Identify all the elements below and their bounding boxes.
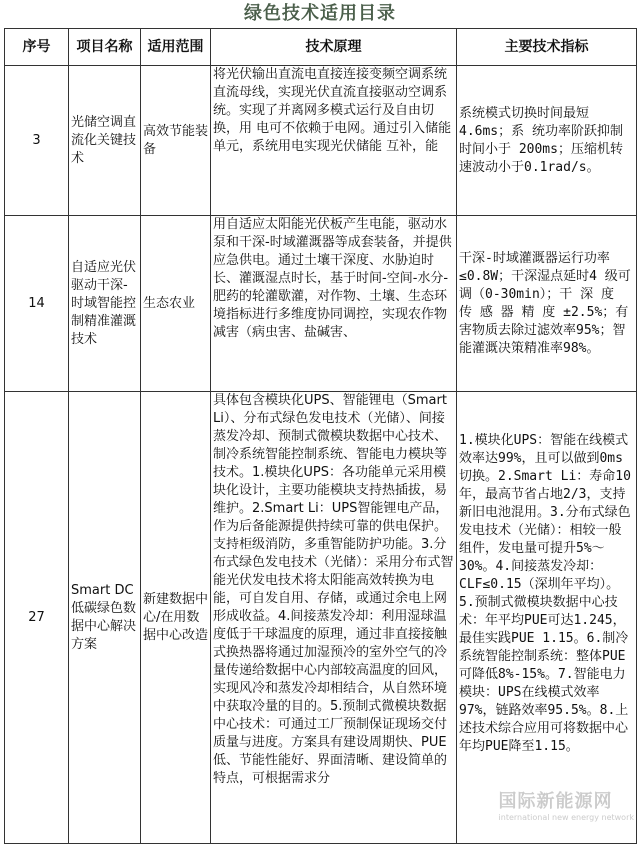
row-scope: 高效节能装备 <box>141 66 211 216</box>
table-header-row <box>5 29 637 66</box>
row-principle-cell <box>211 392 457 844</box>
row-no: 3 <box>5 66 69 216</box>
row-indicator: 干深-时域灌溉器运行功率≤0.8W；干深湿点延时4 级可调（0-30min）；干 深 度 传 感 器 精 度 ±2.5%；有害物质去除过滤效率95%；智能灌溉决策精准率98%。 <box>457 216 637 392</box>
page-title: 绿色技术适用目录 <box>244 3 396 24</box>
watermark-text: 国际新能源网 <box>498 791 613 812</box>
table-row <box>5 216 637 392</box>
header-no: 序号 <box>5 29 69 66</box>
table-row <box>5 392 637 844</box>
row-principle: 用自适应太阳能光伏板产生电能，驱动水泵和干深-时域灌溉器等成套装备，并提供应急供电。通过土壤干深度、水胁迫时长、灌溉湿点时长，基于时间-空间-水分-肥药的轮灌歇灌，对作物、土壤、生态环境指标进行多维度协同调控，实现农作物减害（病虫害、盐碱害、 <box>213 217 452 340</box>
header-scope: 适用范围 <box>141 29 211 66</box>
row-scope: 新建数据中心/在用数据中心改造 <box>141 392 211 844</box>
table-row <box>5 66 637 216</box>
row-principle-cell <box>211 66 457 216</box>
row-scope: 生态农业 <box>141 216 211 392</box>
row-indicator: 1.模块化UPS：智能在线模式效率达99%，且可以做到0ms切换。2.Smart Li：寿命10年，最高节省占地2/3，支持新旧电池混用。3.分布式绿色发电技术（光储）：相较一般组件，发电量可提升5%～30%。4.间接蒸发冷却：CLF≤0.15（深圳年平均）。5.预制式微模块数据中心技术：年平均PUE可达1.245，最佳实践PUE 1.15。6.制冷系统智能控制系统：整体PUE可降低8%-15%。7.智能电力模块：UPS在线模式效率97%，链路效率95.5%。8.上述技术综合应用可将数据中心年均PUE降至1.15。 <box>459 433 631 754</box>
watermark-subtext: international new energy network <box>498 813 634 822</box>
header-name: 项目名称 <box>69 29 141 66</box>
catalog-table <box>4 28 637 844</box>
header-indicator: 主要技术指标 <box>457 29 637 66</box>
row-indicator: 系统模式切换时间最短4.6ms；系 统功率阶跃抑制时间小于 200ms；压缩机转速波动小于0.1rad/s。 <box>457 66 637 216</box>
row-name: 光储空调直流化关键技术 <box>69 66 141 216</box>
row-principle: 具体包含模块化UPS、智能锂电（Smart Li）、分布式绿色发电技术（光储）、间接蒸发冷却、预制式微模块数据中心技术、制冷系统智能控制系统、智能电力模块等技术。1.模块化UPS：各功能单元采用模块化设计，主要功能模块支持热插拔，易维护。2.Smart Li：UPS智能锂电产品，作为后备能源提供持续可靠的供电保护。支持柜级消防，多重智能防护功能。3.分布式绿色发电技术（光储）：采用分布式智能光伏发电技术将太阳能高效转换为电能，可自发自用、存储，或通过余电上网形成收益。4.间接蒸发冷却：利用湿球温度低于干球温度的原理，通过非直接接触式换热器将通过加湿预冷的室外空气的冷量传递给数据中心内部较高温度的回风，实现风冷和蒸发冷却相结合，从自然环境中获取冷量的目的。5.预制式微模块数据中心技术：可通过工厂预制保证现场交付质量与进度。方案具有建设周期快、PUE低、节能性能好、界面清晰、建设简单的特点，可根据需求分 <box>213 393 454 786</box>
row-no: 27 <box>5 392 69 844</box>
row-no: 14 <box>5 216 69 392</box>
row-principle-cell <box>211 216 457 392</box>
header-principle: 技术原理 <box>211 29 457 66</box>
row-name: 自适应光伏驱动干深-时域智能控制精准灌溉技术 <box>69 216 141 392</box>
row-name: Smart DC低碳绿色数据中心解决方案 <box>69 392 141 844</box>
row-indicator-cell <box>457 392 637 844</box>
row-principle: 将光伏输出直流电直接连接变频空调系统直流母线，实现光伏直流直接驱动空调系统。实现了并离网多模式运行及自由切换，用 电可不依赖于电网。通过引入储能单元，系统用电实现光伏储能 互补，能 <box>213 67 452 154</box>
